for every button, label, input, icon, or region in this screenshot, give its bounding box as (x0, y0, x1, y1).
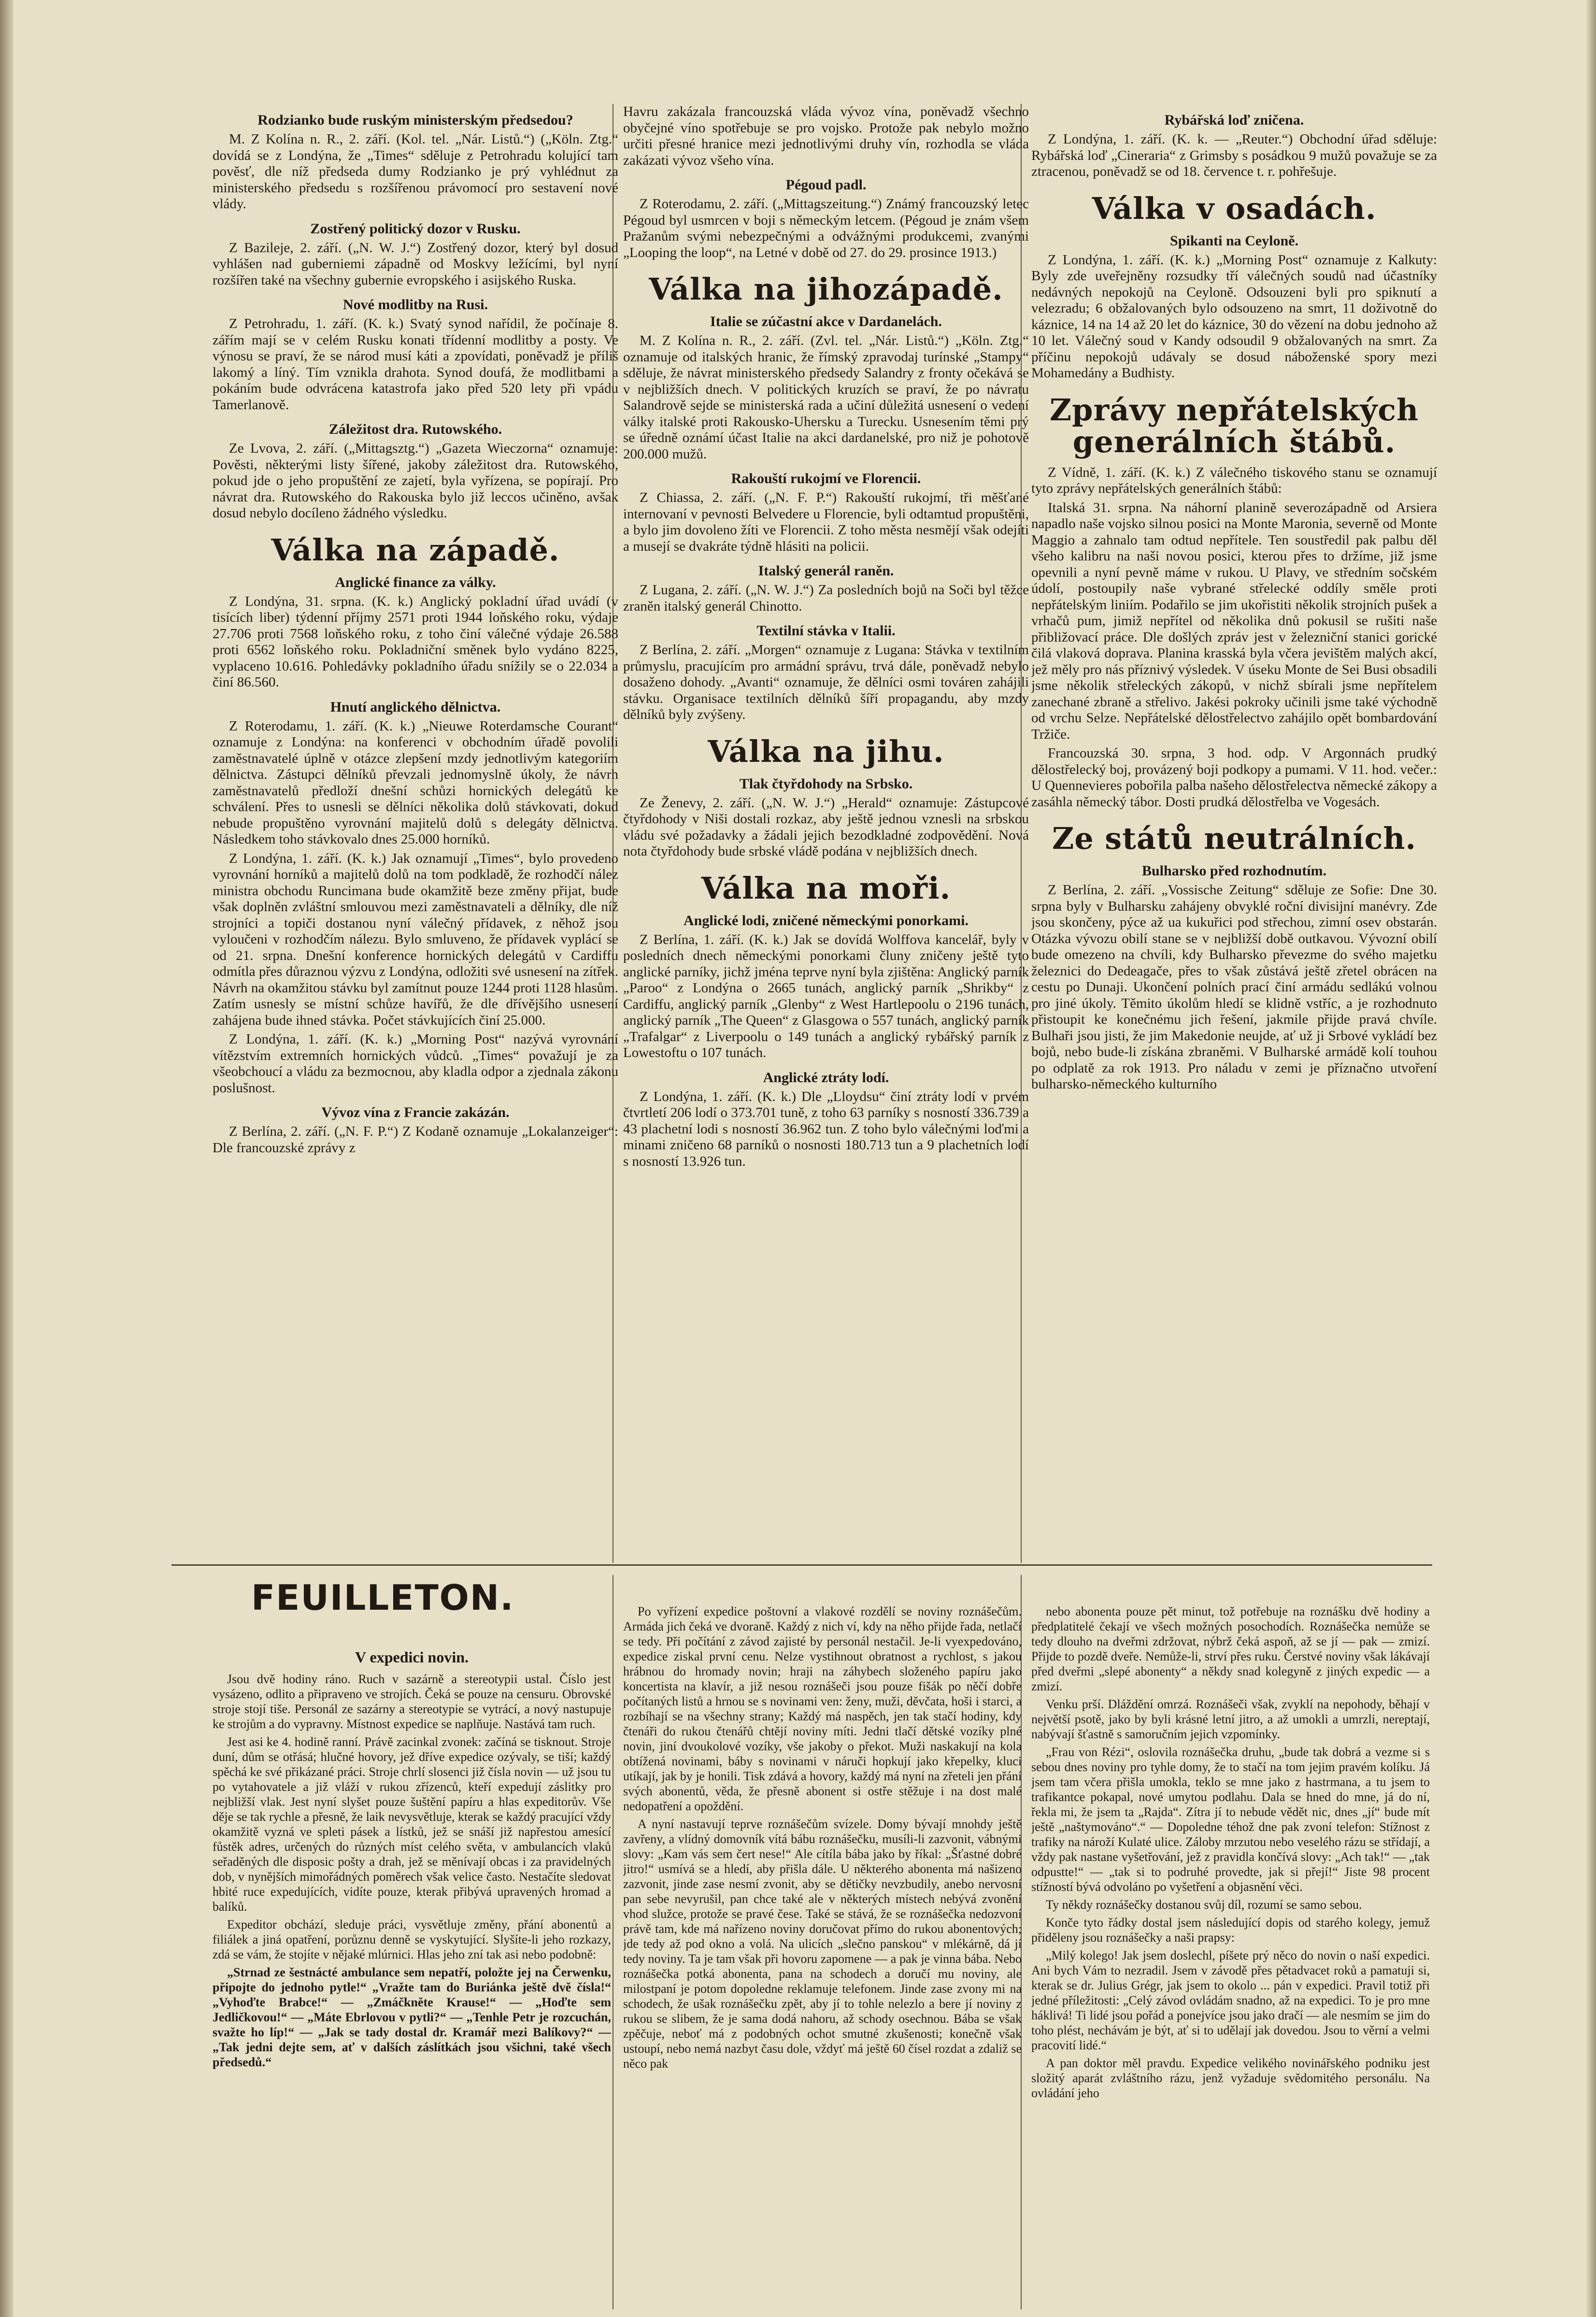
article-text: M. Z Kolína n. R., 2. září. (Zvl. tel. „Nár. Listů.“) „Köln. Ztg.“ oznamuje od italských hranic, že římský zpravodaj turínské „Stampy“ sděluje, že návrat ministerského předsedy Salandry z fronty očekává se v nejbližších dnech. V politických kruzích se praví, že po návratu Salandrově sejde se ministerská rada a učiní důležitá usnesení o vedení války italské proti Rakousko-Uhersku a Turecku. Usnesením těmi prý se úředně oznámí účast Italie na akci dardanelské, pro niž je pohotově 200.000 mužů. (623, 333, 1029, 462)
feuilleton-text: „Strnad ze šestnácté ambulance sem nepatří, položte jej na Čerwenku, připojte do jednoho pytle!“ „Vražte tam do Buriánka ještě dvě čísla!“ „Vyhoďte Brabce!“ — „Zmáčkněte Krause!“ — „Hoďte sem Jedličkovou!“ — „Máte Ebrlovou v pytli?“ — „Tenhle Petr je rozcuchán, svažte ho líp!“ — „Jak se tady dostal dr. Kramář mezi Balíkovy?“ — „Tak jedni dejte sem, ať v dalších záslítkách jsou všichni, také všech předsedů.“ (213, 1965, 611, 2069)
article-text: Z Berlína, 2. září. („N. F. P.“) Z Kodaně oznamuje „Lokalanzeiger“: Dle francouzské zprávy z (213, 1124, 618, 1156)
article-text: Ze Ženevy, 2. září. („N. W. J.“) „Herald“ oznamuje: Zástupcové čtyřdohody v Niši dostali rozkaz, aby ještě jednou vznesli na srbskou vládu své požadavky a žádali jejich bezodkladné zodpovědění. Nová nota čtyřdohody bude srbské vládě podána v nejbližších dnech. (623, 795, 1029, 859)
scan-left-edge (0, 0, 14, 2317)
feuilleton-text: A pan doktor měl pravdu. Expedice velikého novinářského podniku jest složitý aparát zvláštního rázu, jenž vyžaduje svědomitého personálu. Na ovládání jeho (1031, 2056, 1430, 2100)
headline: Rodzianko bude ruským ministerským předsedou? (257, 112, 573, 128)
article-text: Z Berlína, 2. září. „Vossische Zeitung“ sděluje ze Sofie: Dne 30. srpna byly v Bulharsku zahájeny obvyklé roční divisijní manévry. Zde jsou skončeny, pýce až ua kukuřici pod střechou, zimní osev obstarán. Otázka vývozu obilí stane se v nejbližší době outkavou. Vývozní obilí bude omezeno na chvíli, kdy Bulharsko převezme do svého majetku železnici do Dedeagače, přes to však zůstává ještě zřetel obrácen na cestu po Dunaji. Ukončení polních prací činí armádu sedlákú volnou pro jiné úkoly. Těmito úkolům hledí se klidně vstříc, a je rozhodnuto přistoupit ke konečnému jich řešení, jakmile přijde pravá chvíle. Bulhaři jsou jisti, že jim Makedonie neujde, ať už ji Srbové vykládí bez bojů, nebo bude-li získána zbraněmi. V Bulharské armádě kolí touhou po odplatě za rok 1913. Pro náladu v zemi je příznačno utvoření bulharsko-německého kulturního (1031, 882, 1437, 1092)
feuilleton-column-1 (213, 1650, 611, 2312)
article-text: Italská 31. srpna. Na náhorní planině severozápadně od Arsiera napadlo naše vojsko silnou posici na Monte Maronia, severně od Monte Maggio a zahnalo tam odtud nepřítele. Ten soustředil pak palbu děl všeho kalibru na naši novou posici, kterou přes to držíme, již jsme opevnili a nyní pevně máme v rukou. U Plavy, ve středním sočském údolí, postoupily naše vybrané střelecké oddíly směle proti nepřátelským liniím. Podařilo se jim ukořistiti několik strojních pušek a vrhačů pum, jimiž nepřítel od několika dnů pokusil se rušiti naše přibližovací práce. Dle došlých zpráv jest v železniční stanici gorické čilá vlaková doprava. Planina krasská byla včera jevištěm malých akcí, jež měly pro nás příznivý výsledek. V úseku Monte de Sei Busi obsadili jsme několik střeleckých zákopů, v nichž sbírali jsme nepřítelem zanechané zbraně a střelivo. Jakési pokroky učinili jsme také východně od vrchu Selze. Nepřátelské dělostřelectvo zahájilo opět bombardování Tržiče. (1031, 500, 1437, 742)
feuilleton-divider (171, 1564, 1432, 1566)
article-text: Z Londýna, 1. září. (K. k.) Dle „Lloydsu“ činí ztráty lodí v prvém čtvrtletí 206 lodí o 373.701 tuně, z toho 63 parníky s nosností 336.739 a 43 plachetní lodi s nosností 36.962 tun. Z toho bylo válečnými loďmi a minami zničeno 68 parníků o nosnosti 180.713 tun a 9 plachetních lodí s nosností 13.926 tun. (623, 1088, 1029, 1169)
feuilleton-text: Konče tyto řádky dostal jsem následující dopis od starého kolegy, jemuž přiděleny jsou roznášečky a naši prapsy: (1031, 1916, 1430, 1945)
feuilleton-heading: FEUILLETON. (251, 1577, 514, 1618)
feuilleton-text: Jsou dvě hodiny ráno. Ruch v sazárně a stereotypii ustal. Číslo jest vysázeno, odlito a připraveno ve strojích. Čeká se pouze na censuru. Obrovské stroje stojí tiše. Personál ze sazárny a stereotypie se vytrácí, a nový nastupuje ke strojům a do vypravny. Místnost expedice se naplňuje. Nastává tam ruch. (213, 1672, 611, 1731)
headline: Nové modlitby na Rusi. (342, 297, 488, 313)
headline: Záležitost dra. Rutowského. (328, 421, 502, 437)
column-3 (1031, 104, 1437, 1560)
feuilleton-column-2 (623, 1604, 1022, 2312)
headline: Bulharsko před rozhodnutím. (1141, 863, 1327, 879)
headline: Zostřený politický dozor v Rusku. (310, 220, 521, 237)
section-headline: Válka na jihu. (708, 733, 944, 769)
article-text: Z Roterodamu, 2. září. („Mittagszeitung.“) Známý francouzský letec Pégoud byl usmrcen v boji s německým letcem. (Pégoud je znám všem Pražanům svými nebezpečnými a odvážnými produkcemi, zvanými „Looping the loop“, na Letné v době od 27. do 29. prosince 1913.) (623, 196, 1029, 260)
article-text: Havru zakázala francouzská vláda vývoz vína, poněvadž všechno obyčejné víno spotřebuje se pro vojsko. Protože pak nebylo možno určiti přesné hranice mezi jednotlivými druhy vín, rozhodla se vláda zakázati vývoz všeho vína. (623, 104, 1029, 168)
article-text: Francouzská 30. srpna, 3 hod. odp. V Argonnách prudký dělostřelecký boj, provázený boji podkopy a pumami. V 11. hod. večer.: U Quennevieres pobořila palba našeho dělostřelectva německé zákopy a zasáhla německý tábor. Dosti prudká dělostřelba ve Vogesách. (1031, 745, 1437, 810)
feuilleton-title: V expedici novin. (355, 1650, 469, 1666)
feuilleton-text: „Frau von Rézi“, oslovila roznášečka druhu, „bude tak dobrá a vezme si s sebou dnes noviny pro tyhle domy, že to stačí na tom jejim pravém kolíku. Já jsem tam včera přišla umokla, teklo se mne jako z hastrmana, a tu jsem to trafikantce pokapal, nové umytou podlahu. Dala se hned do mne, já do ní, řekla mi, že jsem ta „Rajda“. Zítra jí to nebude vědět nic, dnes „jí“ bude mít ještě „naštymováno“.“ — Dopoledne téhož dne pak zvoní telefon: Stížnost z trafiky na nároží Kulaté ulice. Záloby mrzutou nebo veselého rázu se střídají, a vždy pak nastane vyšetřování, jež z pravidla končívá slovy: „Ach tak!“ — „tak odpustte!“ — „tak si to podruhé provedte, jak si přejí!“ Jiste 98 procent stížností bývá odvoláno po vyšetření a objasnění věci. (1031, 1745, 1430, 1894)
scan-right-edge (1586, 0, 1596, 2317)
article-text: Z Lugana, 2. září. („N. W. J.“) Za posledních bojů na Soči byl těžce zraněn italský generál Chinotto. (623, 582, 1029, 614)
section-headline: Válka v osadách. (1092, 190, 1377, 226)
headline: Pégoud padl. (785, 177, 867, 193)
headline: Italie se zúčastní akce v Dardanelách. (710, 314, 942, 329)
headline: Hnutí anglického dělnictva. (330, 699, 501, 715)
headline: Rakouští rukojmí ve Florencii. (731, 471, 921, 486)
section-headline: Válka na západě. (271, 532, 560, 568)
article-text: Z Londýna, 1. září. (K. k.) „Morning Post“ oznamuje z Kalkuty: Byly zde uveřejněny rozsudky tří válečných soudů nad účastníky nedávných nepokojů na Ceyloně. Odsouzeni byli pro spiknutí a velezradu; 6 obžalovaných bylo odsouzeno na smrt, 11 doživotně do káznice, 14 na 14 až 20 let do káznice, 30 do vězení na dobu jednoho až 10 let. Válečný soud v Kandy odsoudil 9 obžalovaných na smrt. Za příčinu nepokojů udávaly se dosud náboženské spory mezi Mohamedány a Budhisty. (1031, 252, 1437, 381)
section-headline: Ze států neutrálních. (1052, 821, 1416, 856)
feuilleton-text: Po vyřízení expedice poštovní a vlakové rozdělí se noviny roznášečům. Armáda jich čeká ve dvoraně. Každý z nich ví, kdy na něho přijde řada, netlačí se tedy. Při počítání z závod zajisté by personál nestačil. Je-li vyexpedováno, expedice ziskal první cenu. Nelze vystihnout obratnost a rychlost, s jakou hrábnou do hromady novin; hraji na záhybech složeného papíru jako koncertista na klavír, a již nesou roznášeči jsou pouze fišák po něčí dobře počítaných listů a hrnou se s novinami ven: ženy, muži, děvčata, hoši i starci, a rozbíhají se na všechny strany; Každý má naspěch, jen tak stačí hodiny, kdy čtenáři do rukou čtenářů chtějí noviny míti. Jedni tlačí dětské vozíky plné novin, jiní dvoukolové vozíky, vše jakoby o překot. Muži naskakují na kola obtížená novinami, báby s novinami v náruči hopkují jako křepelky, kluci utíkají, jak by je honili. Tisk zdává a hovory, každý má nyní na zřeteli jen přání svých abonentů, věda, že přesně abonent si ostře stěžuje i na dost malé nedopatření a opoždění. (623, 1604, 1022, 1813)
headline: Tlak čtyřdohody na Srbsko. (739, 775, 913, 792)
headline: Rybářská loď zničena. (1164, 112, 1304, 128)
article-text: Z Berlína, 1. září. (K. k.) Jak se dovídá Wolffova kancelář, byly v posledních dnech německými ponorkami čluny zničeny ještě tyto anglické parníky, jichž jména teprve nyní byla zjištěna: Anglický parník „Paroo“ z Londýna o 2665 tunách, anglický parník „Shrikby“ z Cardiffu, anglický parník „Glenby“ z West Hartlepoolu o 2196 tunách, anglický parník „The Queen“ z Glasgowa o 557 tunách, anglický parník „Trafalgar“ z Liverpoolu o 149 tunách a anglický rybářský parník z Lowestoftu o 107 tunách. (623, 931, 1029, 1060)
section-headline: Válka na moři. (701, 870, 951, 906)
feuilleton-text: Jest asi ke 4. hodině ranní. Právě zacinkal zvonek: začíná se tisknout. Stroje duní, dům se otřásá; hlučné hovory, jež dříve expedice ozývaly, se tiší; každý spěchá ke své přikázané práci. Stroje chrlí slosenci již čísla novin — už jsou tu po vytahovatele a již vláží v rukou zřízenců, kteří expedují záslitky pro nejbližší vlak. Jest nyní slyšet pouze šuštění papíru a hlas expeditorův. Vše děje se tak rychle a přesně, že laik nevysvětluje, kterak se každý pracující vždy okamžitě vyzná ve spleti pásek a lístků, jež se snáší již napřestou amesící fůstěk adres, určených do různých míst celého světa, v ambulancích vlaků seřaděných dle disposic pošty a drah, jež se měnívají obcas i za pravidelných dob, v nynějších mimořádných poměrech však velice často. Nestačíte sledovat hbité ruce expedujících, vidíte pouze, kterak přibývá upravených hromad a balíků. (213, 1735, 611, 1914)
article-text: Ze Lvova, 2. září. („Mittagsztg.“) „Gazeta Wieczorna“ oznamuje: Pověsti, některými listy šířené, jakoby záležitost dra. Rutowského, pokud jde o jeho propuštění ze zajetí, byla vyřízena, se popírají. Pro návrat dra. Rutowského do Rakouska bylo již leccos učiněno, avšak dosud nebylo docíleno žádného výsledku. (213, 441, 618, 521)
feuilleton-text: Expeditor obchází, sleduje práci, vysvětluje změny, přání abonentů a filiálek a jiná opatření, porůznu denně se vyskytující. Slyšíte-li jeho rozkazy, zdá se vám, že stojíte v nějaké mlúrnici. Hlas jeho zní tak asi nebo podobně: (213, 1917, 611, 1961)
feuilleton-text: A nyní nastavují teprve roznášečům svízele. Domy bývají mnohdy ještě zavřeny, a vlídný domovník vítá bábu roznášečku, musíli-li zazvonit, vábnými slovy: „Kam vás sem čert nese!“ Ale cítíla bába jako by říkal: „Šťastné dobré jitro!“ usmívá se a hledí, aby přišla dále. U některého abonenta má našizeno zazvonit, jinde zase nesmí zvonit, aby se dětičky nevzbudily, anebo nervosní pan sebe nevyrušil, pan chce také ale v některých místech nebývá zvonění vhod služce, protože se pravé čese. Také se stává, že se roznášečka nedozvoní právě tam, kde má nařízeno noviny doručovat přímo do rukou abonentových; jde tedy až pod okno a volá. Na ulicích „slečno panskou“ v mlékárně, dá jí tedy noviny. Ta je tam však při hovoru zapomene — a pak je vinna bába. Nebo roznášečka potká abonenta, pana na schodech a doručí mu noviny, ale milostpaní je potom dopoledne reklamuje telefonem. Jinde zase zvony mi na schodech, že ušak roznášečku zpět, aby jí to tohle nelezlo a bere jí noviny z rukou se slibem, že je sama dodá nahoru, až schody osechnou. Bába se však zpěčuje, neboť má z podobných ochot smutné zkušenosti; konečně však ustoupí, nebo nemá nazbyt času dole, vždyť má ještě 60 čísel rozdat a zdaliž se něco pak (623, 1817, 1022, 2071)
column-1 (213, 104, 618, 1560)
article-text: Z Vídně, 1. září. (K. k.) Z válečného tiskového stanu se oznamují tyto zprávy nepřátelských generálních štábů: (1031, 464, 1437, 496)
column-2 (623, 104, 1029, 1560)
headline: Italský generál raněn. (758, 563, 894, 579)
headline: Spikanti na Ceyloně. (1170, 232, 1298, 249)
article-text: Z Londýna, 1. září. (K. k.) „Morning Post“ nazývá vyrovnání vítězstvím extremních hornických vůdců. „Times“ považují je za všeobchoucí a vládu za bezmocnou, aby kladla odpor a zjednala zákonu poslušnost. (213, 1031, 618, 1096)
feuilleton-text: Venku prší. Dláždění omrzá. Roznášeči však, zvyklí na nepohody, běhají v největší psotě, jako by byli krásné letní jitro, a až umokli a umrzli, nereptají, nabývají šťastně s samoručním jejich vzpomínky. (1031, 1697, 1430, 1741)
article-text: M. Z Kolína n. R., 2. září. (Kol. tel. „Nár. Listů.“) („Köln. Ztg.“ dovídá se z Londýna, že „Times“ sděluje z Petrohradu kolující tam pověsť, dle níž předseda dumy Rodzianko je prý vyhlédnut za ministerského předsedu s rozšířenou právomocí pro sestavení nové vlády. (213, 131, 618, 212)
feuilleton-text: nebo abonenta pouze pět minut, tož potřebuje na roznášku dvě hodiny a předplatitelé čekají ve všech možných posochodích. Roznášečka nemůže se tedy dlouho na dveřmi zdržovat, nýbrž čeká aspoň, až se jí — pak — zmizí. Přijde to pozdě dveře. Nemůže-li, strví přes ruku. Čerstvé noviny však lákávají před dveřmi „slepé abonenty“ a někdy snad kolegyně z jiných expedic — a zmizí. (1031, 1604, 1430, 1693)
article-text: Z Londýna, 1. září. (K. k. — „Reuter.“) Obchodní úřad sděluje: Rybářská loď „Cineraria“ z Grimsby s posádkou 9 mužů považuje se za ztracenou, poněvadž se od 18. července t. r. pohřešuje. (1031, 131, 1437, 179)
feuilleton-text: Ty někdy roznášečky dostanou svůj díl, rozumí se samo sebou. (1046, 1898, 1362, 1912)
feuilleton-column-3 (1031, 1604, 1430, 2312)
article-text: Z Petrohradu, 1. září. (K. k.) Svatý synod nařídil, že počínaje 8. zářím mají se v celém Rusku konati třídenní modlitby a posty. Ve výnosu se praví, že se národ musí káti a zpovídati, poněvadž je příliš lakomý a líný. Tím vznikla drahota. Synod doufá, že modlitbami a pokáním bude odvrácena katastrofa jako před 520 lety při vpádu Tamerlanově. (213, 316, 618, 413)
headline: Vývoz vína z Francie zakázán. (321, 1104, 510, 1120)
article-text: Z Berlína, 2. září. „Morgen“ oznamuje z Lugana: Stávka v textilním průmyslu, pracujícím pro armádní správu, trvá dále, poněvadž nebylo dosaženo dohody. „Avanti“ oznamuje, že dělníci osmi továren zahájili stávku. Organisace textilních dělníků šíří propagandu, aby mzdy dělníků byly zvýšeny. (623, 642, 1029, 722)
headline: Anglické finance za války. (335, 574, 496, 590)
article-text: Z Londýna, 1. září. (K. k.) Jak oznamují „Times“, bylo provedeno vyrovnání horníků a majitelů dolů na tom podkladě, že rozhodčí nález ministra obchodu Runcimana bude okamžitě beze změny přijat, bude však doplněn zvláštní smlouvou mezi zaměstnavateli a dělníky, dle níž strojníci a topiči dostanou nyní válečný přídavek, z něhož jsou vyloučeni v rozhodčím nálezu. Bylo smluveno, že přídavek vyplácí se od 21. srpna. Dnešní konference hornických delegátů v Cardiffu odmítla přes důraznou výzvu z Londýna, odložiti své usnesení na zítřek. Návrh na okamžitou stávku byl zamítnut pouze 1244 proti 1128 hlasům. Zatím usnesly se místní schůze havířů, že dle dřívějšího usnesení zahájena bude ihned stávka. Počet stávkujících činí 25.000. (213, 850, 618, 1028)
headline: Textilní stávka v Italii. (756, 623, 896, 639)
article-text: Z Roterodamu, 1. září. (K. k.) „Nieuwe Roterdamsche Courant“ oznamuje z Londýna: na konferenci v obchodním úřadě povolili zaměstnavatelé úplně v otázce zlepšení mzdy jednotlivým kategoriím dělnictva. Zástupci dělníků převzali jednomyslně úkoly, že návrh zaměstnavatelů předloží dnešní schůzi hornických delegátů ke schválení. Přes to usnesli se dělníci několika dolů stávkovati, dokud nebude propuštěno vyrovnání majitelů dolů s delegáty dělnictva. Následkem toho stávkovalo dnes 25.000 horníků. (213, 718, 618, 847)
article-text: Z Chiassa, 2. září. („N. F. P.“) Rakouští rukojmí, tři měšťané internovaní v pevnosti Belvedere u Florencie, byli odtamtud propuštěni, a bylo jim dovoleno žíti ve Florencii. Z toho města nesmějí však odejíti a musejí se dvakráte týdně hlásiti na policii. (623, 490, 1029, 554)
section-headline: Zprávy nepřátelských generálních štábů. (1049, 392, 1419, 459)
headline: Anglické lodi, zničené německými ponorkami. (684, 912, 969, 929)
headline: Anglické ztráty lodí. (763, 1069, 889, 1086)
feuilleton-text: „Milý kolego! Jak jsem doslechl, píšete prý něco do novin o naší expedici. Ani bych Vám to nezradil. Jsem v závodě přes pětadvacet roků a pamatuji si, kterak se dr. Julius Grégr, jak jsem to okolo ... pán v expedici. Pravil totiž při jedné příležitosti: „Celý závod ovládám snadno, až na expedici. To je pro mne háklivá! Ti lidé jsou pořád a ponejvíce jsou jako dračí — ale nesmím se jim do toho plést, nechávám je být, ať si to udělají jak dovedou. Jsou to věrní a velmi pracovití lidé.“ (1031, 1948, 1430, 2052)
article-text: Z Londýna, 31. srpna. (K. k.) Anglický pokladní úřad uvádí (v tisících liber) týdenní příjmy 2571 proti 1944 loňského roku, výdaje 27.706 proti 7568 loňského roku, z toho činí válečné výdaje 26.588 proti 6562 loňského roku. Pokladniční směnek bylo vydáno 8225, vyplaceno 10.616. Pohledávky pokladního úřadu snížily se o 22.034 a činí 86.560. (213, 593, 618, 690)
article-text: Z Bazileje, 2. září. („N. W. J.“) Zostřený dozor, který byl dosud vyhlášen nad guberniemi západně od Moskvy ležícími, byl nyní rozšířen také na všechny gubernie evropského i asijského Ruska. (213, 240, 618, 288)
section-headline: Válka na jihozápadě. (649, 272, 1003, 307)
